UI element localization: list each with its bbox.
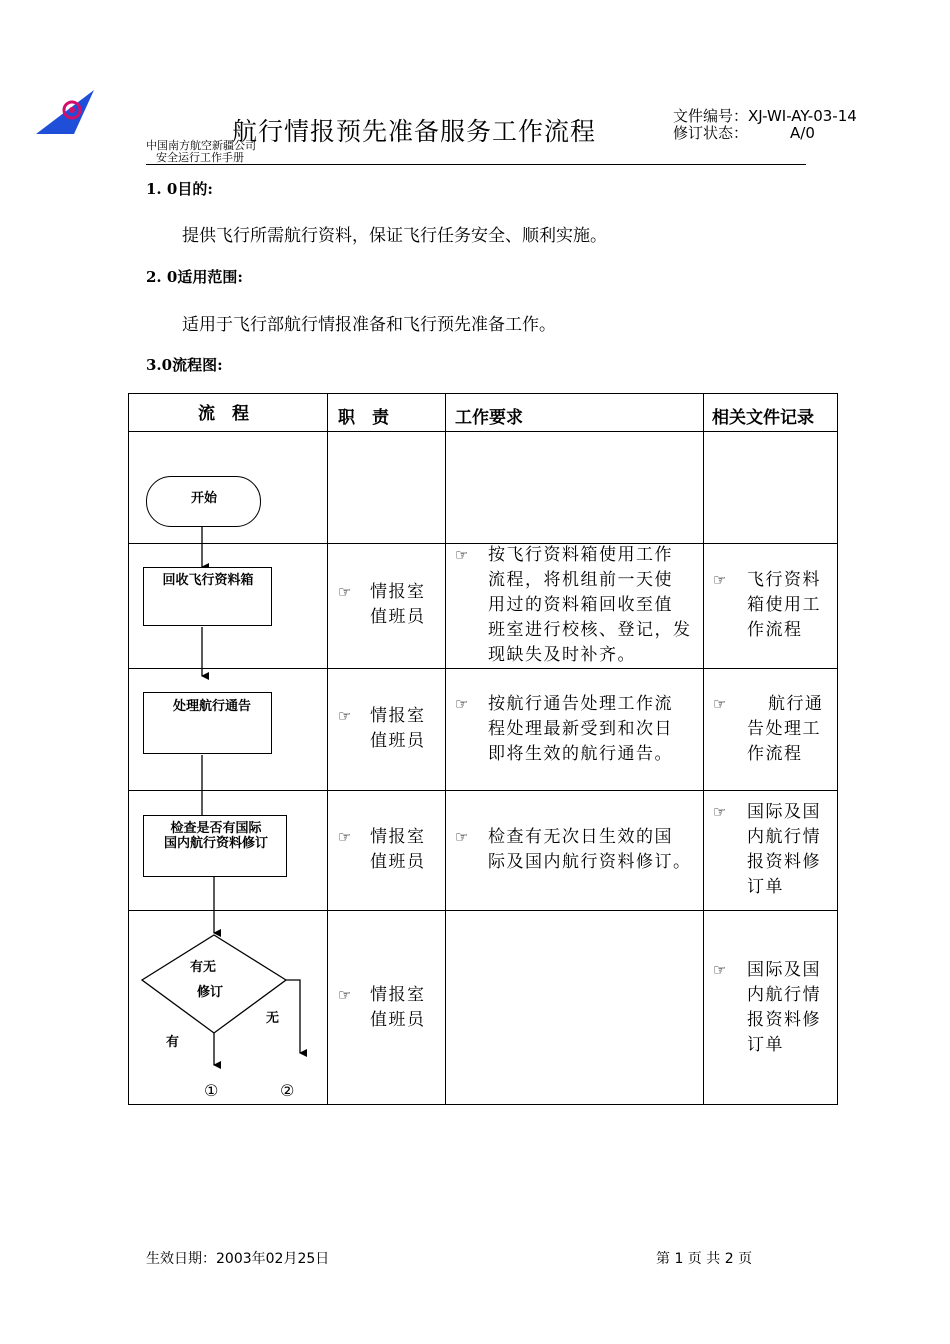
company-logo [28, 88, 96, 136]
pointing-hand-icon: ☞ [338, 828, 352, 846]
flow-box-notam-label: 处理航行通告 [172, 699, 251, 714]
requirement-collect: 按飞行资料箱使用工作 流程，将机组前一天使 用过的资料箱回收至值 班室进行校核、登记，发 现缺失及时补齐。 [488, 545, 692, 665]
pointing-hand-icon: ☞ [713, 571, 727, 589]
records-notam-line1: 航行通 [768, 694, 824, 714]
decision-label-2: 修订 [197, 985, 224, 1000]
header-flow: 流 程 [198, 404, 249, 424]
pointing-hand-icon: ☞ [455, 828, 469, 846]
purpose-heading: 1. 0目的: [146, 180, 213, 198]
manual-name: 安全运行工作手册 [156, 151, 244, 164]
revision-label: 修订状态： [673, 124, 749, 142]
duty-notam: 情报室 值班员 [370, 706, 426, 751]
flow-heading: 3.0流程图: [146, 356, 223, 374]
header-divider [146, 164, 806, 165]
branch-yes-label: 有 [166, 1035, 180, 1050]
decision-label-1: 有无 [190, 960, 217, 975]
pointing-hand-icon: ☞ [338, 707, 352, 725]
purpose-text: 提供飞行所需航行资料，保证飞行任务安全、顺利实施。 [182, 226, 607, 246]
duty-check: 情报室 值班员 [370, 827, 426, 872]
records-notam: 告处理工 作流程 [747, 719, 821, 764]
branch-no-label: 无 [266, 1011, 280, 1026]
effective-date: 生效日期：2003年02月25日 [146, 1251, 330, 1267]
pointing-hand-icon: ☞ [713, 695, 727, 713]
records-check: 国际及国 内航行情 报资料修 订单 [747, 802, 821, 897]
pointing-hand-icon: ☞ [455, 546, 469, 564]
revision-value: A/0 [790, 124, 815, 142]
flow-table [128, 393, 838, 1105]
pointing-hand-icon: ☞ [338, 986, 352, 1004]
document-number: 文件编号：XJ-WI-AY-03-14 [673, 107, 857, 125]
decision-diamond [142, 935, 286, 1033]
pointing-hand-icon: ☞ [713, 803, 727, 821]
pointing-hand-icon: ☞ [455, 695, 469, 713]
pointing-hand-icon: ☞ [713, 961, 727, 979]
flow-start-label: 开始 [190, 491, 217, 506]
page-title: 航行情报预先准备服务工作流程 [232, 117, 597, 146]
connector-2: ② [280, 1081, 295, 1100]
company-name: 中国南方航空新疆公司 [146, 139, 256, 152]
connector-1: ① [204, 1081, 219, 1100]
flow-box-check-label-2: 国内航行资料修订 [163, 836, 268, 851]
pointing-hand-icon: ☞ [338, 583, 352, 601]
scope-heading: 2. 0适用范围: [146, 268, 243, 286]
header-duty: 职 责 [338, 408, 389, 428]
duty-decision: 情报室 值班员 [370, 985, 426, 1030]
arrow-no [286, 980, 300, 1053]
page-info: 第 1 页 共 2 页 [656, 1251, 753, 1267]
revision-status [673, 124, 815, 142]
header-requirement: 工作要求 [455, 408, 523, 428]
duty-collect: 情报室 值班员 [370, 582, 426, 627]
flow-box-check-label-1: 检查是否有国际 [170, 821, 262, 836]
header-records: 相关文件记录 [712, 408, 814, 428]
flow-box-collect-label: 回收飞行资料箱 [162, 573, 254, 588]
scope-text: 适用于飞行部航行情报准备和飞行预先准备工作。 [182, 315, 556, 335]
requirement-notam: 按航行通告处理工作流 程处理最新受到和次日 即将生效的航行通告。 [488, 694, 673, 764]
requirement-check: 检查有无次日生效的国 际及国内航行资料修订。 [488, 827, 692, 872]
records-decision: 国际及国 内航行情 报资料修 订单 [747, 960, 821, 1055]
records-collect: 飞行资料 箱使用工 作流程 [747, 570, 821, 640]
china-southern-kapok-logo-icon [28, 88, 96, 136]
